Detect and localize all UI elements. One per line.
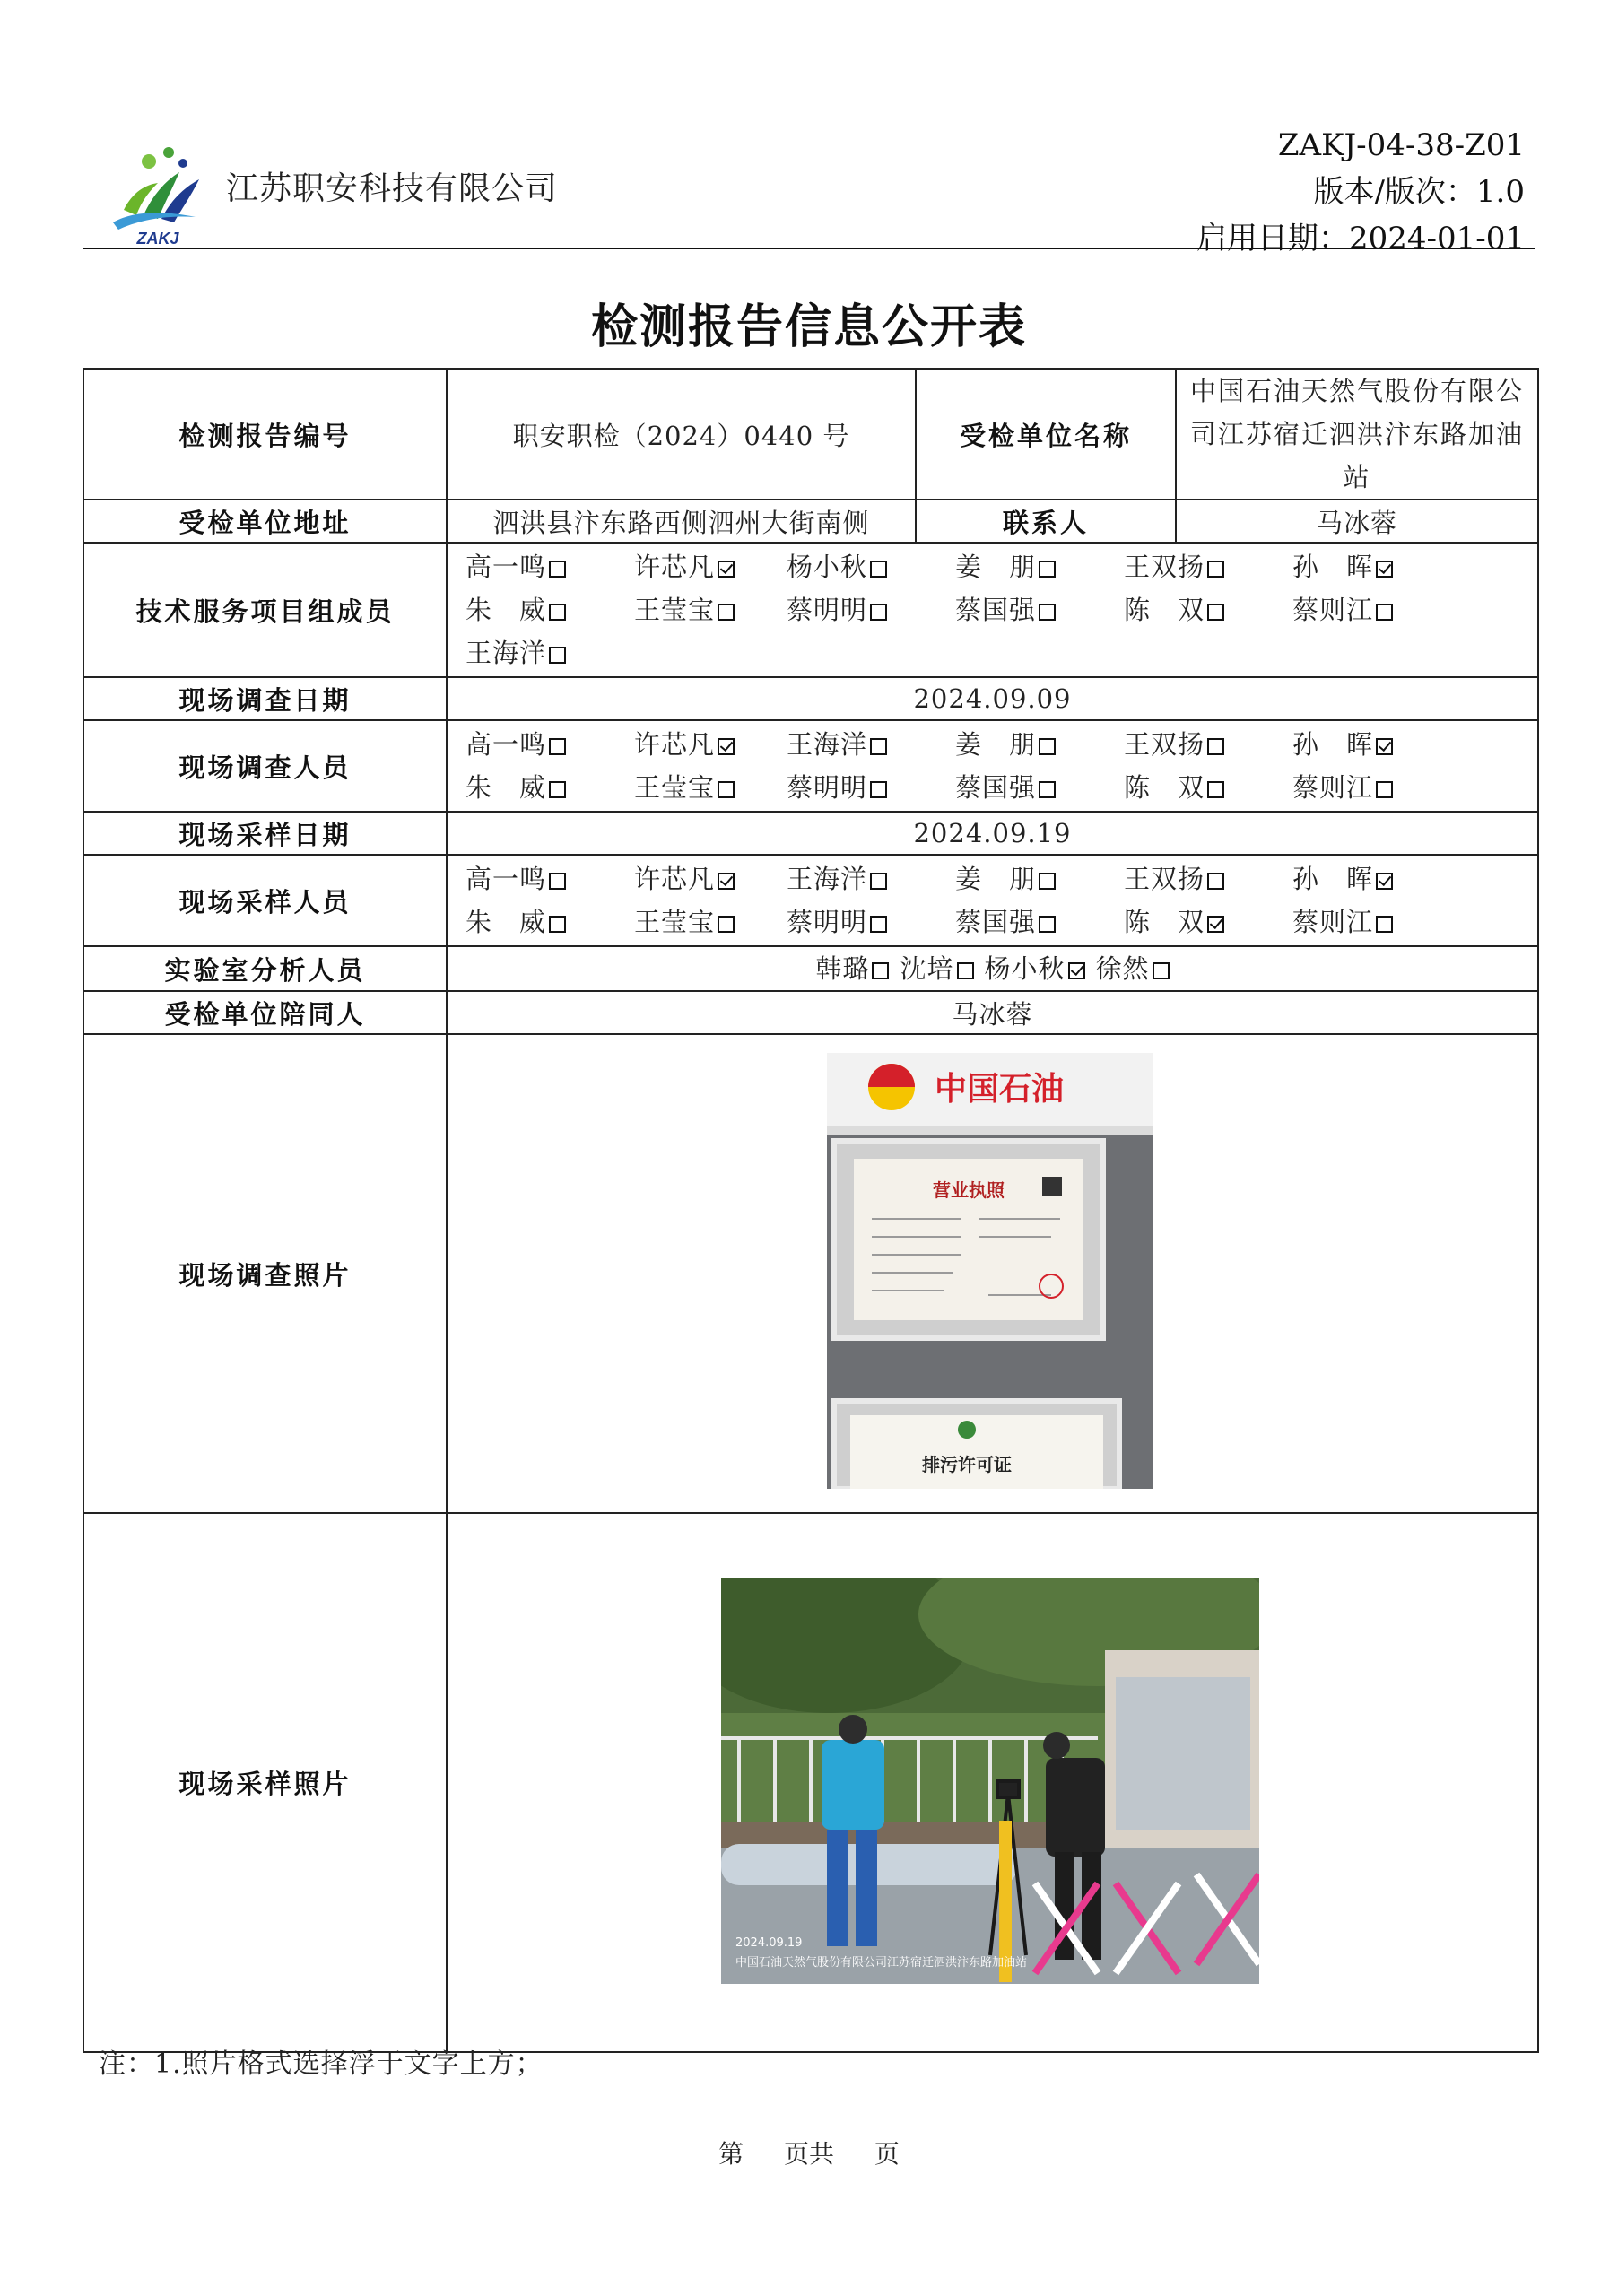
member-item <box>465 631 634 674</box>
member-item <box>634 857 787 900</box>
checkbox[interactable] <box>1376 781 1393 798</box>
lab-staff-list <box>447 946 1538 991</box>
sampling-staff-list <box>448 856 1537 945</box>
contact-label: 联系人 <box>916 500 1176 543</box>
member-name: 蔡明明 <box>787 595 868 625</box>
table-row <box>83 720 1538 812</box>
member-item <box>465 723 634 766</box>
page-word-2: 页共 <box>783 2139 834 2169</box>
checkbox[interactable] <box>549 781 566 798</box>
qr-code-icon <box>1042 1177 1062 1196</box>
company-logo <box>106 133 212 248</box>
member-item <box>787 588 955 631</box>
checkbox[interactable] <box>1039 561 1056 578</box>
table-row <box>83 1034 1538 1513</box>
member-name: 许芯凡 <box>634 729 716 760</box>
survey-staff-label: 现场调查人员 <box>83 720 447 812</box>
member-name: 蔡则江 <box>1292 907 1374 937</box>
member-item <box>465 588 634 631</box>
member-item <box>787 857 955 900</box>
address-value: 泗洪县汴东路西侧泗州大街南侧 <box>447 500 916 543</box>
member-name: 蔡则江 <box>1292 595 1374 625</box>
checkbox[interactable] <box>870 916 887 933</box>
checkbox[interactable] <box>1376 916 1393 933</box>
member-item <box>955 900 1124 944</box>
table-row <box>83 677 1538 720</box>
member-item <box>1124 588 1292 631</box>
member-name: 朱 威 <box>465 595 547 625</box>
table-row <box>83 946 1538 991</box>
checkbox[interactable] <box>872 962 889 979</box>
member-name: 杨小秋 <box>984 953 1066 984</box>
member-name: 孙 晖 <box>1292 552 1374 582</box>
member-name: 许芯凡 <box>634 552 716 582</box>
checkbox[interactable] <box>870 738 887 755</box>
permit-title: 排污许可证 <box>922 1454 1012 1475</box>
checked-checkbox[interactable] <box>718 561 735 578</box>
member-name: 沈培 <box>900 953 954 984</box>
checkbox[interactable] <box>870 781 887 798</box>
member-name: 王双扬 <box>1124 729 1205 760</box>
member-item <box>634 766 787 809</box>
member-name: 高一鸣 <box>465 552 547 582</box>
survey-date-label: 现场调查日期 <box>83 677 447 720</box>
member-name: 高一鸣 <box>465 729 547 760</box>
checkbox[interactable] <box>870 873 887 890</box>
page-word-3: 页 <box>874 2139 900 2169</box>
member-item <box>815 947 889 990</box>
checkbox[interactable] <box>1207 873 1224 890</box>
sampling-date-value: 2024.09.19 <box>447 812 1538 855</box>
checkbox[interactable] <box>1039 781 1056 798</box>
checked-checkbox[interactable] <box>1376 561 1393 578</box>
checkbox[interactable] <box>549 916 566 933</box>
checkbox[interactable] <box>718 916 735 933</box>
survey-photo-label: 现场调查照片 <box>83 1034 447 1513</box>
member-item <box>1292 900 1454 944</box>
survey-photo <box>827 1053 1153 1489</box>
petrochina-logo-icon <box>868 1064 915 1110</box>
table-row <box>83 369 1538 500</box>
checkbox[interactable] <box>549 647 566 664</box>
member-name: 王海洋 <box>465 638 547 668</box>
member-name: 许芯凡 <box>634 864 716 894</box>
member-name: 蔡明明 <box>787 772 868 803</box>
member-item <box>787 545 955 588</box>
survey-staff-list <box>448 721 1537 811</box>
checkbox[interactable] <box>1376 604 1393 621</box>
member-item <box>787 723 955 766</box>
sampling-photo-label: 现场采样照片 <box>83 1513 447 2052</box>
footnote: 注：1.照片格式选择浮于文字上方； <box>99 2048 544 2080</box>
member-item <box>465 900 634 944</box>
table-row <box>83 1513 1538 2052</box>
member-name: 高一鸣 <box>465 864 547 894</box>
checkbox[interactable] <box>1039 738 1056 755</box>
member-item <box>634 545 787 588</box>
member-item <box>955 588 1124 631</box>
member-item <box>787 900 955 944</box>
photo-brand-text: 中国石油 <box>935 1071 1065 1108</box>
member-name: 蔡国强 <box>955 907 1037 937</box>
checked-checkbox[interactable] <box>718 873 735 890</box>
member-name: 姜 朋 <box>955 729 1037 760</box>
checkbox[interactable] <box>1207 781 1224 798</box>
escort-value: 马冰蓉 <box>447 991 1538 1034</box>
checkbox[interactable] <box>957 962 974 979</box>
member-item <box>985 947 1085 990</box>
member-name: 陈 双 <box>1124 772 1205 803</box>
checkbox[interactable] <box>549 561 566 578</box>
tech-members-label: 技术服务项目组成员 <box>83 543 447 677</box>
member-item <box>1124 766 1292 809</box>
report-no-value: 职安职检（2024）0440 号 <box>447 369 916 500</box>
member-item <box>1096 947 1170 990</box>
table-row <box>83 543 1538 677</box>
checkbox[interactable] <box>718 781 735 798</box>
page-number <box>0 2135 1618 2170</box>
tech-members-list <box>448 544 1537 676</box>
member-name: 王海洋 <box>787 729 868 760</box>
sampling-staff-cell <box>447 855 1538 946</box>
member-item <box>634 723 787 766</box>
member-item <box>1124 857 1292 900</box>
tech-members-cell <box>447 543 1538 677</box>
table-row <box>83 991 1538 1034</box>
survey-photo-cell <box>447 1034 1538 1513</box>
member-item <box>1124 723 1292 766</box>
member-item <box>465 545 634 588</box>
member-item <box>634 900 787 944</box>
checked-checkbox[interactable] <box>1376 873 1393 890</box>
sampling-photo-cell <box>447 1513 1538 2052</box>
address-label: 受检单位地址 <box>83 500 447 543</box>
member-item <box>634 588 787 631</box>
member-name: 王双扬 <box>1124 864 1205 894</box>
member-name: 王莹宝 <box>634 907 716 937</box>
checkbox[interactable] <box>718 604 735 621</box>
member-name: 陈 双 <box>1124 595 1205 625</box>
document-code: ZAKJ-04-38-Z01 <box>1277 127 1525 163</box>
member-name: 朱 威 <box>465 772 547 803</box>
member-name: 王莹宝 <box>634 772 716 803</box>
license-title: 营业执照 <box>933 1179 1005 1201</box>
contact-value: 马冰蓉 <box>1176 500 1538 543</box>
member-name: 姜 朋 <box>955 552 1037 582</box>
member-name: 王莹宝 <box>634 595 716 625</box>
sampling-photo <box>721 1578 1259 1984</box>
checkbox[interactable] <box>1207 738 1224 755</box>
survey-staff-cell <box>447 720 1538 812</box>
table-row <box>83 500 1538 543</box>
info-table <box>83 368 1539 2053</box>
checkbox[interactable] <box>1207 561 1224 578</box>
member-item <box>1292 545 1454 588</box>
member-name: 韩璐 <box>815 953 870 984</box>
document-meta <box>1196 122 1525 262</box>
sampling-staff-label: 现场采样人员 <box>83 855 447 946</box>
member-item <box>1292 766 1454 809</box>
member-item <box>1124 545 1292 588</box>
member-name: 王海洋 <box>787 864 868 894</box>
member-name: 蔡国强 <box>955 772 1037 803</box>
table-row <box>83 855 1538 946</box>
member-name: 蔡则江 <box>1292 772 1374 803</box>
effective-date: 启用日期：2024-01-01 <box>1196 221 1525 257</box>
member-item <box>787 766 955 809</box>
header-divider <box>83 248 1535 249</box>
member-name: 朱 威 <box>465 907 547 937</box>
report-no-label: 检测报告编号 <box>83 369 447 500</box>
checkbox[interactable] <box>1039 916 1056 933</box>
member-name: 陈 双 <box>1124 907 1205 937</box>
member-name: 孙 晖 <box>1292 729 1374 760</box>
member-name: 蔡明明 <box>787 907 868 937</box>
member-name: 姜 朋 <box>955 864 1037 894</box>
checkbox[interactable] <box>1039 604 1056 621</box>
member-item <box>955 723 1124 766</box>
checked-checkbox[interactable] <box>1068 962 1085 979</box>
logo-text: ZAKJ <box>136 230 179 248</box>
page-title: 检测报告信息公开表 <box>590 300 1027 354</box>
checkbox[interactable] <box>1153 962 1170 979</box>
emblem-icon <box>958 1421 976 1439</box>
checkbox[interactable] <box>870 604 887 621</box>
unit-name-value: 中国石油天然气股份有限公司江苏宿迁泗洪汴东路加油站 <box>1176 369 1538 500</box>
checked-checkbox[interactable] <box>1376 738 1393 755</box>
document-version: 版本/版次：1.0 <box>1313 174 1525 210</box>
page-word-1: 第 <box>718 2139 744 2169</box>
table-row <box>83 812 1538 855</box>
checked-checkbox[interactable] <box>1207 916 1224 933</box>
unit-name-label: 受检单位名称 <box>916 369 1176 500</box>
member-item <box>955 545 1124 588</box>
member-item <box>1292 588 1454 631</box>
member-name: 徐然 <box>1095 953 1150 984</box>
sampling-date-label: 现场采样日期 <box>83 812 447 855</box>
member-name: 杨小秋 <box>787 552 868 582</box>
member-item <box>900 947 973 990</box>
member-item <box>465 766 634 809</box>
checkbox[interactable] <box>870 561 887 578</box>
checkbox[interactable] <box>549 604 566 621</box>
member-name: 孙 晖 <box>1292 864 1374 894</box>
member-item <box>955 766 1124 809</box>
checked-checkbox[interactable] <box>718 738 735 755</box>
member-item <box>1292 857 1454 900</box>
member-item <box>465 857 634 900</box>
escort-label: 受检单位陪同人 <box>83 991 447 1034</box>
member-item <box>1124 900 1292 944</box>
checkbox[interactable] <box>1039 873 1056 890</box>
survey-date-value: 2024.09.09 <box>447 677 1538 720</box>
photo-date-stamp: 2024.09.19 <box>735 1936 803 1950</box>
member-name: 王双扬 <box>1124 552 1205 582</box>
checkbox[interactable] <box>549 873 566 890</box>
member-item <box>955 857 1124 900</box>
member-name: 蔡国强 <box>955 595 1037 625</box>
member-item <box>1292 723 1454 766</box>
lab-staff-label: 实验室分析人员 <box>83 946 447 991</box>
checkbox[interactable] <box>549 738 566 755</box>
company-name: 江苏职安科技有限公司 <box>226 170 559 207</box>
checkbox[interactable] <box>1207 604 1224 621</box>
photo-location-stamp: 中国石油天然气股份有限公司江苏宿迁泗洪汴东路加油站 <box>735 1956 1028 1970</box>
